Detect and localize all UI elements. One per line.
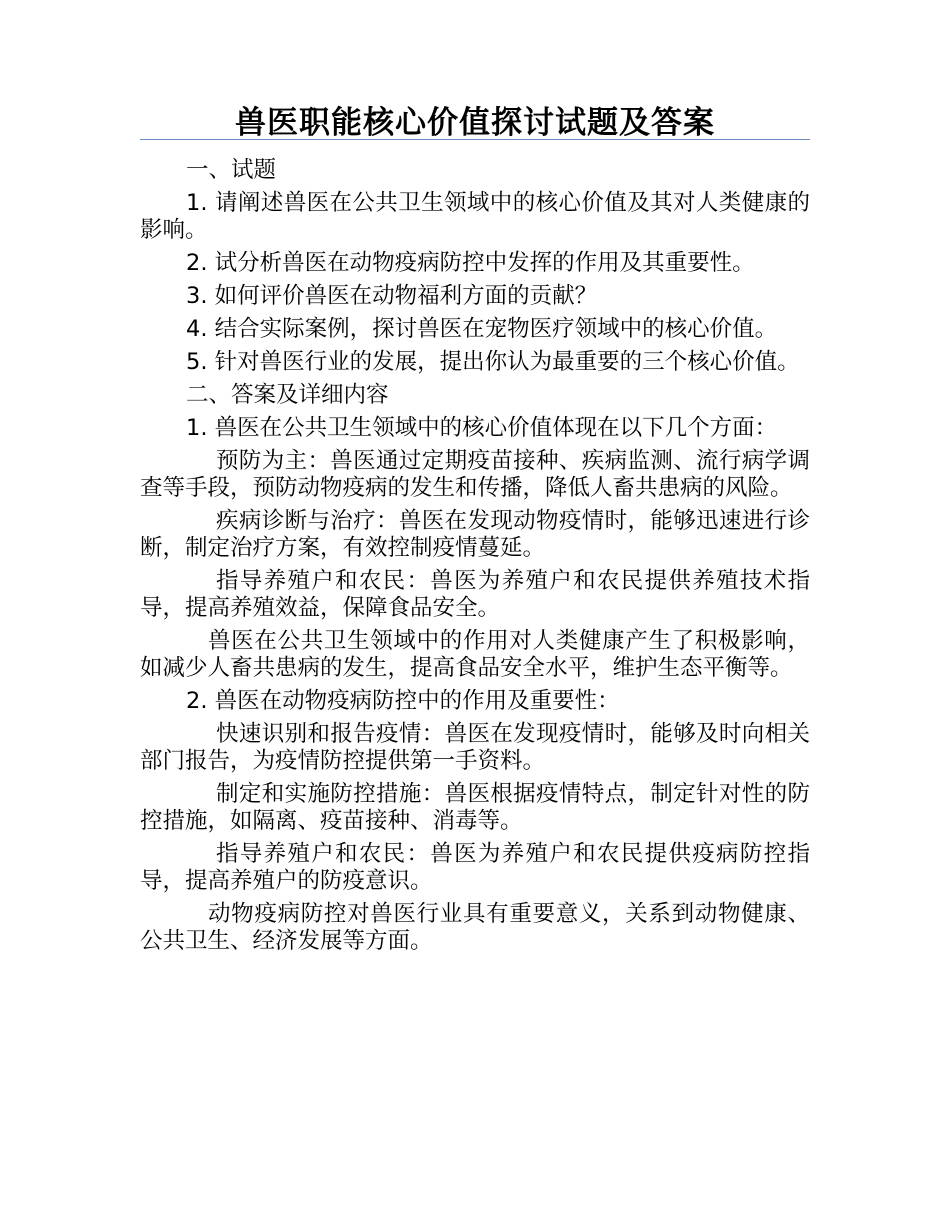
answer-1-summary: 兽医在公共卫生领域中的作用对人类健康产生了积极影响，如减少人畜共患病的发生，提高食品安全水平，维护生态平衡等。 xyxy=(140,628,810,681)
document-title: 兽医职能核心价值探讨试题及答案 xyxy=(235,105,715,141)
answer-1-point-1: 预防为主：兽医通过定期疫苗接种、疾病监测、流行病学调查等手段，预防动物疫病的发生和传播，降低人畜共患病的风险。 xyxy=(140,448,810,501)
question-5: 5. 针对兽医行业的发展，提出你认为最重要的三个核心价值。 xyxy=(186,349,800,375)
question-2: 2. 试分析兽医在动物疫病防控中发挥的作用及其重要性。 xyxy=(186,250,755,276)
answer-1-point-2: 疾病诊断与治疗：兽医在发现动物疫情时，能够迅速进行诊断，制定治疗方案，有效控制疫情蔓延。 xyxy=(140,508,810,561)
answer-2-point-3: 指导养殖户和农民：兽医为养殖户和农民提供疫病防控指导，提高养殖户的防疫意识。 xyxy=(140,841,810,894)
section-heading-answers: 二、答案及详细内容 xyxy=(186,382,389,408)
answer-1-point-3: 指导养殖户和农民：兽医为养殖户和农民提供养殖技术指导，提高养殖效益，保障食品安全。 xyxy=(140,568,810,621)
question-1: 1. 请阐述兽医在公共卫生领域中的核心价值及其对人类健康的影响。 xyxy=(140,190,810,243)
question-4: 4. 结合实际案例，探讨兽医在宠物医疗领域中的核心价值。 xyxy=(186,316,778,342)
answer-2-point-1: 快速识别和报告疫情：兽医在发现疫情时，能够及时向相关部门报告，为疫情防控提供第一手资料。 xyxy=(140,721,810,774)
question-3: 3. 如何评价兽医在动物福利方面的贡献？ xyxy=(186,283,598,309)
title-underline xyxy=(140,139,810,140)
answer-2-summary: 动物疫病防控对兽医行业具有重要意义，关系到动物健康、公共卫生、经济发展等方面。 xyxy=(140,901,810,954)
answer-2-point-2: 制定和实施防控措施：兽医根据疫情特点，制定针对性的防控措施，如隔离、疫苗接种、消毒等。 xyxy=(140,781,810,834)
answer-1-heading: 1. 兽医在公共卫生领域中的核心价值体现在以下几个方面： xyxy=(186,415,778,441)
document-body xyxy=(140,157,810,961)
answer-2-heading: 2. 兽医在动物疫病防控中的作用及重要性： xyxy=(186,688,620,714)
section-heading-questions: 一、试题 xyxy=(186,157,277,183)
